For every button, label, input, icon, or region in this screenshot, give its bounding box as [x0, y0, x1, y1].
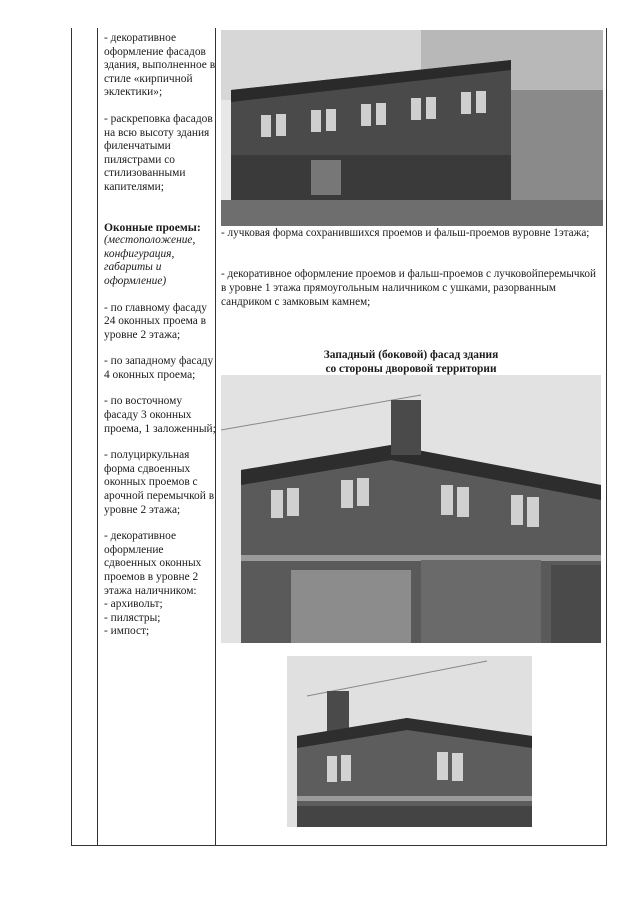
text-decor-openings: - декоративное оформление проемов и фальш-проемов с лучковойперемычкой в уровне 1 этажа прямоугольным наличником с ушками, разорванным сандриком с замковым камнем; [221, 268, 596, 308]
photo-west-facade [221, 375, 601, 643]
sub-item-archivolt: - архивольт; [104, 598, 163, 611]
photo-main-facade [221, 30, 603, 226]
window-openings-heading: Оконные проемы: [104, 220, 201, 234]
caption-line-2: со стороны дворовой территории [325, 362, 497, 375]
caption-line-1: Западный (боковой) фасад здания [323, 349, 499, 361]
item-decor-windows: - декоративное оформление сдвоенных оконных проемов в уровне 2 этажа наличником: [104, 530, 202, 597]
table-border-bottom [71, 845, 607, 846]
text-arched-openings: - лучковая форма сохранившихся проемов и фальш-проемов вуровне 1этажа; [221, 227, 590, 239]
photo-caption [222, 349, 600, 377]
window-openings-note: (местоположение, конфигурация, габариты и оформление) [104, 234, 196, 287]
table-divider-1 [97, 28, 98, 846]
item-semicircular: - полуциркульная форма сдвоенных оконных проемов с арочной перемычкой в уровне 2 этажа; [104, 449, 215, 516]
item-pilasters: - раскреповка фасадов на всю высоту здания филенчатыми пилястрами со стилизованными капителями; [104, 112, 213, 193]
photo-corner-detail [287, 656, 532, 827]
table-border-right [606, 28, 607, 846]
sub-item-pilasters: - пилястры; [104, 611, 161, 624]
item-main-facade: - по главному фасаду 24 оконных проема в уровне 2 этажа; [104, 301, 207, 341]
item-decor-facades: - декоративное оформление фасадов здания, выполненное в стиле «кирпичной эклектики»; [104, 32, 216, 99]
table-border-left [71, 28, 72, 846]
sub-item-impost: - импост; [104, 625, 150, 638]
item-east-facade: - по восточному фасаду 3 оконных проема, 1 заложенный; [104, 395, 216, 435]
item-west-facade: - по западному фасаду 4 оконных проема; [104, 355, 214, 381]
characteristics-column [104, 32, 216, 639]
